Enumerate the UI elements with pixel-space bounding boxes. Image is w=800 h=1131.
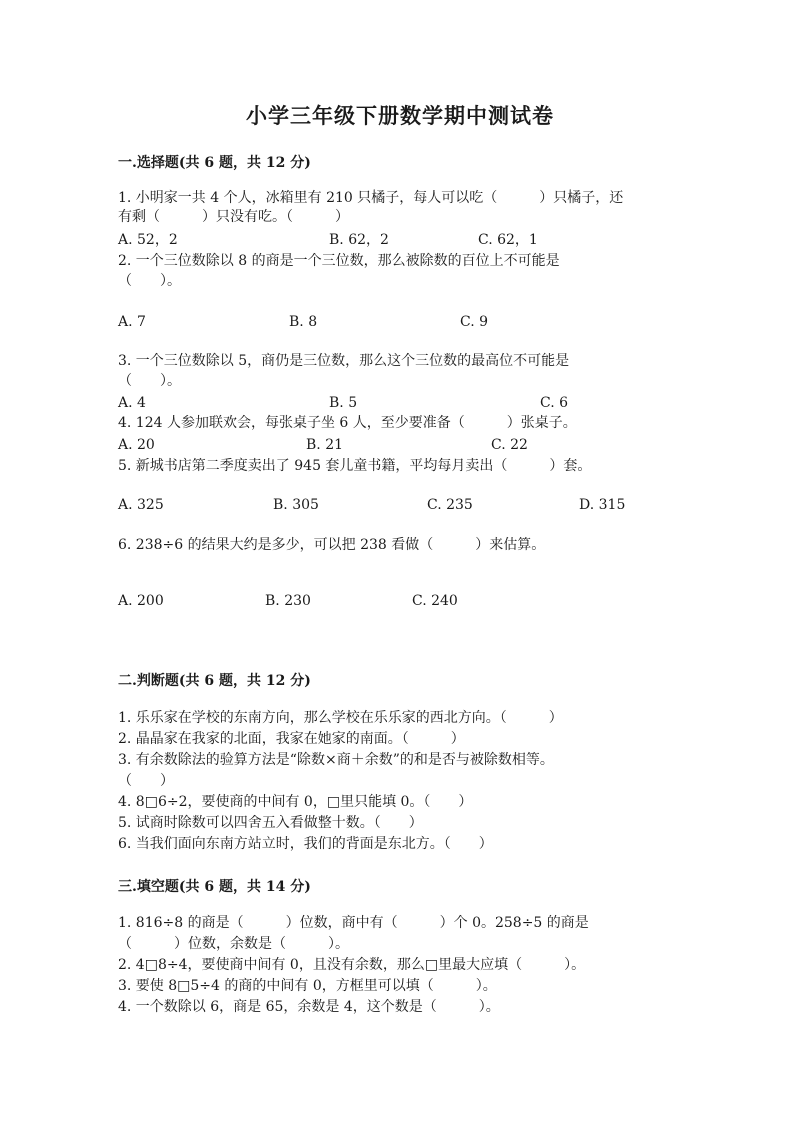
fill-line: 2. 4□8÷4，要使商中间有 0，且没有余数，那么□里最大应填（ ）。 [118,957,586,973]
fill-line: 1. 816÷8 的商是（ ）位数，商中有（ ）个 0。258÷5 的商是 [118,915,589,931]
fill-line: 3. 要使 8□5÷4 的商的中间有 0，方框里可以填（ ）。 [118,978,497,994]
question-line: 3. 一个三位数除以 5，商仍是三位数，那么这个三位数的最高位不可能是 [118,353,570,369]
fill-line: （ ）位数，余数是（ ）。 [118,936,349,952]
question-line: 有剩（ ）只没有吃。（ ） [118,209,349,225]
option-a: A. 200 [118,593,164,609]
statement-line: 5. 试商时除数可以四舍五入看做整十数。（ ） [118,815,423,831]
option-a: A. 20 [118,437,155,453]
option-c: C. 62，1 [478,232,538,248]
question-line: 1. 小明家一共 4 个人，冰箱里有 210 只橘子，每人可以吃（ ）只橘子，还 [118,190,624,206]
option-b: B. 5 [329,395,358,411]
option-a: A. 325 [118,497,164,513]
option-a: A. 52，2 [118,232,178,248]
page-title: 小学三年级下册数学期中测试卷 [246,103,554,128]
question-line: 2. 一个三位数除以 8 的商是一个三位数，那么被除数的百位上不可能是 [118,253,560,269]
statement-line: 1. 乐乐家在学校的东南方向，那么学校在乐乐家的西北方向。（ ） [118,710,563,726]
statement-line: 6. 当我们面向东南方站立时，我们的背面是东北方。（ ） [118,836,493,852]
question-line: 6. 238÷6 的结果大约是多少，可以把 238 看做（ ）来估算。 [118,537,546,553]
option-b: B. 21 [306,437,344,453]
fill-line: 4. 一个数除以 6，商是 65，余数是 4，这个数是（ ）。 [118,999,500,1015]
option-b: B. 8 [289,314,318,330]
option-c: C. 9 [460,314,489,330]
option-c: C. 240 [412,593,458,609]
question-line: 5. 新城书店第二季度卖出了 945 套儿童书籍，平均每月卖出（ ）套。 [118,458,592,474]
option-a: A. 7 [118,314,146,330]
option-b: B. 230 [265,593,311,609]
statement-line: 4. 8□6÷2，要使商的中间有 0，□里只能填 0。（ ） [118,794,473,810]
option-c: C. 22 [491,437,528,453]
statement-line: （ ） [118,773,174,789]
option-a: A. 4 [118,395,146,411]
question-line: （ ）。 [118,273,181,289]
option-b: B. 62，2 [329,232,389,248]
option-b: B. 305 [273,497,319,513]
statement-line: 3. 有余数除法的验算方法是“除数×商＋余数”的和是否与被除数相等。 [118,752,554,768]
question-line: 4. 124 人参加联欢会，每张桌子坐 6 人，至少要准备（ ）张桌子。 [118,415,577,431]
section-heading-judge: 二.判断题(共 6 题，共 12 分) [118,673,311,689]
option-d: D. 315 [579,497,626,513]
section-heading-fill: 三.填空题(共 6 题，共 14 分) [118,879,311,895]
option-c: C. 235 [427,497,473,513]
statement-line: 2. 晶晶家在我家的北面，我家在她家的南面。（ ） [118,731,465,747]
option-c: C. 6 [540,395,569,411]
question-line: （ ）。 [118,373,181,389]
section-heading-choice: 一.选择题(共 6 题，共 12 分) [118,155,311,171]
